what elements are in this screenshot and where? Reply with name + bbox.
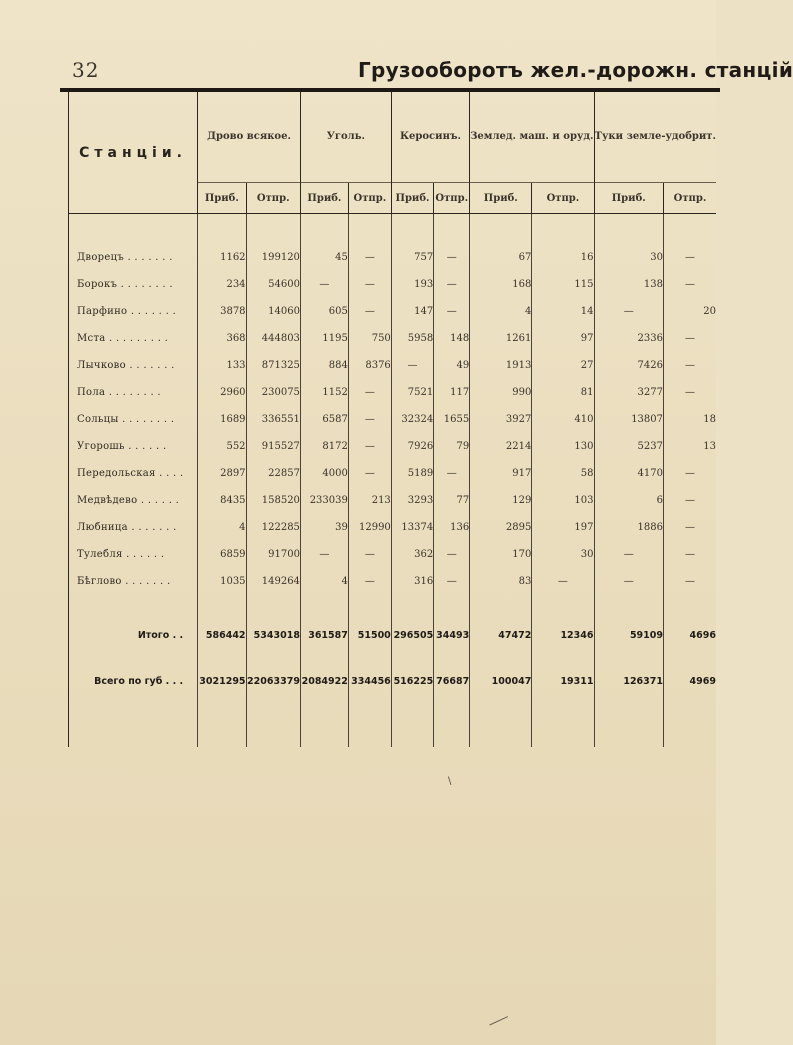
- sub-header: Приб.: [391, 183, 433, 214]
- table-cell: 4: [300, 568, 348, 595]
- table-cell: 915527: [246, 433, 300, 460]
- total-cell: 47472: [470, 615, 532, 655]
- table-cell: 7926: [391, 433, 433, 460]
- table-cell: 5958: [391, 325, 433, 352]
- station-name: Любница . . . . . . .: [69, 514, 198, 541]
- table-row: [69, 352, 717, 379]
- table-row: [69, 379, 717, 406]
- total-cell: 12346: [532, 615, 594, 655]
- total-cell: 51500: [348, 615, 391, 655]
- table-cell: 2960: [198, 379, 246, 406]
- station-name: Сольцы . . . . . . . .: [69, 406, 198, 433]
- table-cell: 39: [300, 514, 348, 541]
- table-cell: 136: [434, 514, 470, 541]
- spacer-row: [69, 214, 717, 245]
- table-cell: 67: [470, 244, 532, 271]
- table-cell: —: [300, 541, 348, 568]
- total-cell: 4696: [664, 615, 717, 655]
- table-cell: —: [594, 298, 664, 325]
- table-row: [69, 487, 717, 514]
- grand-total-row: [69, 655, 717, 707]
- table-cell: 133: [198, 352, 246, 379]
- table-cell: 170: [470, 541, 532, 568]
- table-cell: 605: [300, 298, 348, 325]
- station-name: Тулебля . . . . . .: [69, 541, 198, 568]
- group-header-machines: Землед. маш. и оруд.: [470, 92, 594, 183]
- table-cell: 77: [434, 487, 470, 514]
- table-cell: 22857: [246, 460, 300, 487]
- table-cell: 13807: [594, 406, 664, 433]
- table-cell: —: [348, 460, 391, 487]
- table-cell: 230075: [246, 379, 300, 406]
- table-cell: 7521: [391, 379, 433, 406]
- page-number: 32: [72, 58, 100, 82]
- total-cell: 516225: [391, 655, 433, 707]
- station-name: Угорошь . . . . . .: [69, 433, 198, 460]
- table-cell: —: [664, 352, 717, 379]
- table-cell: —: [434, 244, 470, 271]
- table-cell: —: [664, 244, 717, 271]
- table-cell: —: [391, 352, 433, 379]
- table-cell: —: [348, 379, 391, 406]
- total-cell: 3021295: [198, 655, 246, 707]
- total-label: Всего по губ . . .: [69, 655, 198, 707]
- station-name: Мста . . . . . . . . .: [69, 325, 198, 352]
- table-cell: 148: [434, 325, 470, 352]
- table-cell: 4: [198, 514, 246, 541]
- table-cell: 103: [532, 487, 594, 514]
- table-cell: 1035: [198, 568, 246, 595]
- table-cell: 8172: [300, 433, 348, 460]
- table-cell: —: [664, 541, 717, 568]
- table-cell: 8376: [348, 352, 391, 379]
- station-name: Пола . . . . . . . .: [69, 379, 198, 406]
- station-name: Передольская . . . .: [69, 460, 198, 487]
- table-cell: 12990: [348, 514, 391, 541]
- table-cell: —: [664, 271, 717, 298]
- total-cell: 34493: [434, 615, 470, 655]
- table-row: [69, 406, 717, 433]
- table-cell: —: [664, 487, 717, 514]
- table-cell: 20: [664, 298, 717, 325]
- table-cell: 6587: [300, 406, 348, 433]
- table-cell: 149264: [246, 568, 300, 595]
- table-cell: 3878: [198, 298, 246, 325]
- total-cell: 100047: [470, 655, 532, 707]
- table-cell: 5189: [391, 460, 433, 487]
- table-cell: —: [532, 568, 594, 595]
- table-cell: 1152: [300, 379, 348, 406]
- table-cell: 14: [532, 298, 594, 325]
- table-cell: 117: [434, 379, 470, 406]
- table-cell: —: [594, 541, 664, 568]
- table-cell: 83: [470, 568, 532, 595]
- total-row: [69, 615, 717, 655]
- table-cell: 30: [532, 541, 594, 568]
- table-cell: 81: [532, 379, 594, 406]
- table-cell: 1261: [470, 325, 532, 352]
- table-cell: —: [348, 298, 391, 325]
- table-cell: 1886: [594, 514, 664, 541]
- table-cell: —: [348, 406, 391, 433]
- table-cell: —: [664, 325, 717, 352]
- table-cell: 1162: [198, 244, 246, 271]
- station-name: Лычково . . . . . . .: [69, 352, 198, 379]
- total-cell: 586442: [198, 615, 246, 655]
- table-cell: 1195: [300, 325, 348, 352]
- table-cell: 213: [348, 487, 391, 514]
- table-cell: 30: [594, 244, 664, 271]
- table-cell: 49: [434, 352, 470, 379]
- table-cell: —: [594, 568, 664, 595]
- table-cell: 362: [391, 541, 433, 568]
- table-row: [69, 541, 717, 568]
- table-cell: 97: [532, 325, 594, 352]
- table-row: [69, 433, 717, 460]
- station-name: Дворецъ . . . . . . .: [69, 244, 198, 271]
- table-row: [69, 244, 717, 271]
- station-name: Медвѣдево . . . . . .: [69, 487, 198, 514]
- table-cell: 2895: [470, 514, 532, 541]
- sub-header: Приб.: [300, 183, 348, 214]
- table-cell: 122285: [246, 514, 300, 541]
- table-cell: 115: [532, 271, 594, 298]
- print-mark: \: [448, 776, 452, 787]
- print-mark: [489, 1016, 510, 1031]
- table-cell: 336551: [246, 406, 300, 433]
- table-cell: 5237: [594, 433, 664, 460]
- table-cell: —: [434, 460, 470, 487]
- table-row: [69, 460, 717, 487]
- table-cell: —: [434, 298, 470, 325]
- table-cell: 1913: [470, 352, 532, 379]
- total-label: Итого . .: [69, 615, 198, 655]
- table-cell: —: [348, 244, 391, 271]
- table-cell: 54600: [246, 271, 300, 298]
- table-cell: 138: [594, 271, 664, 298]
- table-cell: 4000: [300, 460, 348, 487]
- table-cell: —: [434, 568, 470, 595]
- table-cell: 8435: [198, 487, 246, 514]
- table-cell: —: [664, 568, 717, 595]
- group-header-coal: Уголь.: [300, 92, 391, 183]
- table-cell: 757: [391, 244, 433, 271]
- table-cell: —: [348, 433, 391, 460]
- table-cell: 6: [594, 487, 664, 514]
- group-header-wood: Дрово всякое.: [198, 92, 301, 183]
- station-column-header: Станціи.: [69, 92, 198, 214]
- table-cell: 4: [470, 298, 532, 325]
- table-row: [69, 568, 717, 595]
- table-cell: 58: [532, 460, 594, 487]
- table-cell: 197: [532, 514, 594, 541]
- table-cell: —: [348, 541, 391, 568]
- table-cell: 2897: [198, 460, 246, 487]
- table-cell: 750: [348, 325, 391, 352]
- table-row: [69, 514, 717, 541]
- table-cell: 129: [470, 487, 532, 514]
- freight-table: [68, 92, 716, 747]
- table-cell: 193: [391, 271, 433, 298]
- total-cell: 4969: [664, 655, 717, 707]
- table-cell: —: [348, 568, 391, 595]
- table-cell: —: [300, 271, 348, 298]
- table-cell: —: [348, 271, 391, 298]
- table-cell: 410: [532, 406, 594, 433]
- sub-header: Приб.: [594, 183, 664, 214]
- table-cell: 884: [300, 352, 348, 379]
- table-cell: 552: [198, 433, 246, 460]
- table-cell: 3293: [391, 487, 433, 514]
- table-cell: —: [434, 271, 470, 298]
- group-header-kerosene: Керосинъ.: [391, 92, 469, 183]
- table-cell: 4170: [594, 460, 664, 487]
- table-cell: 1655: [434, 406, 470, 433]
- table-cell: 316: [391, 568, 433, 595]
- sub-header: Отпр.: [434, 183, 470, 214]
- table-cell: 368: [198, 325, 246, 352]
- table-cell: 18: [664, 406, 717, 433]
- table-cell: 3927: [470, 406, 532, 433]
- station-name: Парфино . . . . . . .: [69, 298, 198, 325]
- table-cell: 45: [300, 244, 348, 271]
- group-header-fertilizer: Туки земле-удобрит.: [594, 92, 716, 183]
- total-cell: 334456: [348, 655, 391, 707]
- table-row: [69, 325, 717, 352]
- total-cell: 296505: [391, 615, 433, 655]
- table-cell: 444803: [246, 325, 300, 352]
- table-cell: 14060: [246, 298, 300, 325]
- table-cell: 2336: [594, 325, 664, 352]
- table-cell: 16: [532, 244, 594, 271]
- table-cell: 871325: [246, 352, 300, 379]
- table-row: [69, 271, 717, 298]
- table-cell: 158520: [246, 487, 300, 514]
- table-cell: 168: [470, 271, 532, 298]
- table-cell: 79: [434, 433, 470, 460]
- sub-header: Приб.: [198, 183, 246, 214]
- total-cell: 59109: [594, 615, 664, 655]
- total-cell: 2084922: [300, 655, 348, 707]
- sub-header: Приб.: [470, 183, 532, 214]
- spacer-row: [69, 707, 717, 747]
- table-cell: 234: [198, 271, 246, 298]
- station-name: Борокъ . . . . . . . .: [69, 271, 198, 298]
- table-cell: 990: [470, 379, 532, 406]
- total-cell: 361587: [300, 615, 348, 655]
- table-cell: 233039: [300, 487, 348, 514]
- table-cell: 6859: [198, 541, 246, 568]
- table-cell: 130: [532, 433, 594, 460]
- table-cell: —: [434, 541, 470, 568]
- table-cell: 199120: [246, 244, 300, 271]
- table-cell: 147: [391, 298, 433, 325]
- table-cell: —: [664, 460, 717, 487]
- table-cell: 91700: [246, 541, 300, 568]
- table-cell: 13: [664, 433, 717, 460]
- table-cell: 7426: [594, 352, 664, 379]
- page-title: Грузооборотъ жел.-дорожн. станцій: [358, 58, 793, 82]
- table-row: [69, 298, 717, 325]
- table-cell: 917: [470, 460, 532, 487]
- sub-header: Отпр.: [532, 183, 594, 214]
- sub-header: Отпр.: [664, 183, 717, 214]
- total-cell: 19311: [532, 655, 594, 707]
- spacer-row: [69, 595, 717, 615]
- table-cell: —: [664, 514, 717, 541]
- table-cell: 3277: [594, 379, 664, 406]
- total-cell: 5343018: [246, 615, 300, 655]
- table-cell: 32324: [391, 406, 433, 433]
- table-body: [69, 214, 717, 748]
- sub-header: Отпр.: [246, 183, 300, 214]
- total-cell: 76687: [434, 655, 470, 707]
- table-cell: 27: [532, 352, 594, 379]
- sub-header: Отпр.: [348, 183, 391, 214]
- station-name: Бѣглово . . . . . . .: [69, 568, 198, 595]
- table-cell: 1689: [198, 406, 246, 433]
- table-cell: —: [664, 379, 717, 406]
- table-cell: 13374: [391, 514, 433, 541]
- total-cell: 126371: [594, 655, 664, 707]
- table-cell: 2214: [470, 433, 532, 460]
- total-cell: 22063379: [246, 655, 300, 707]
